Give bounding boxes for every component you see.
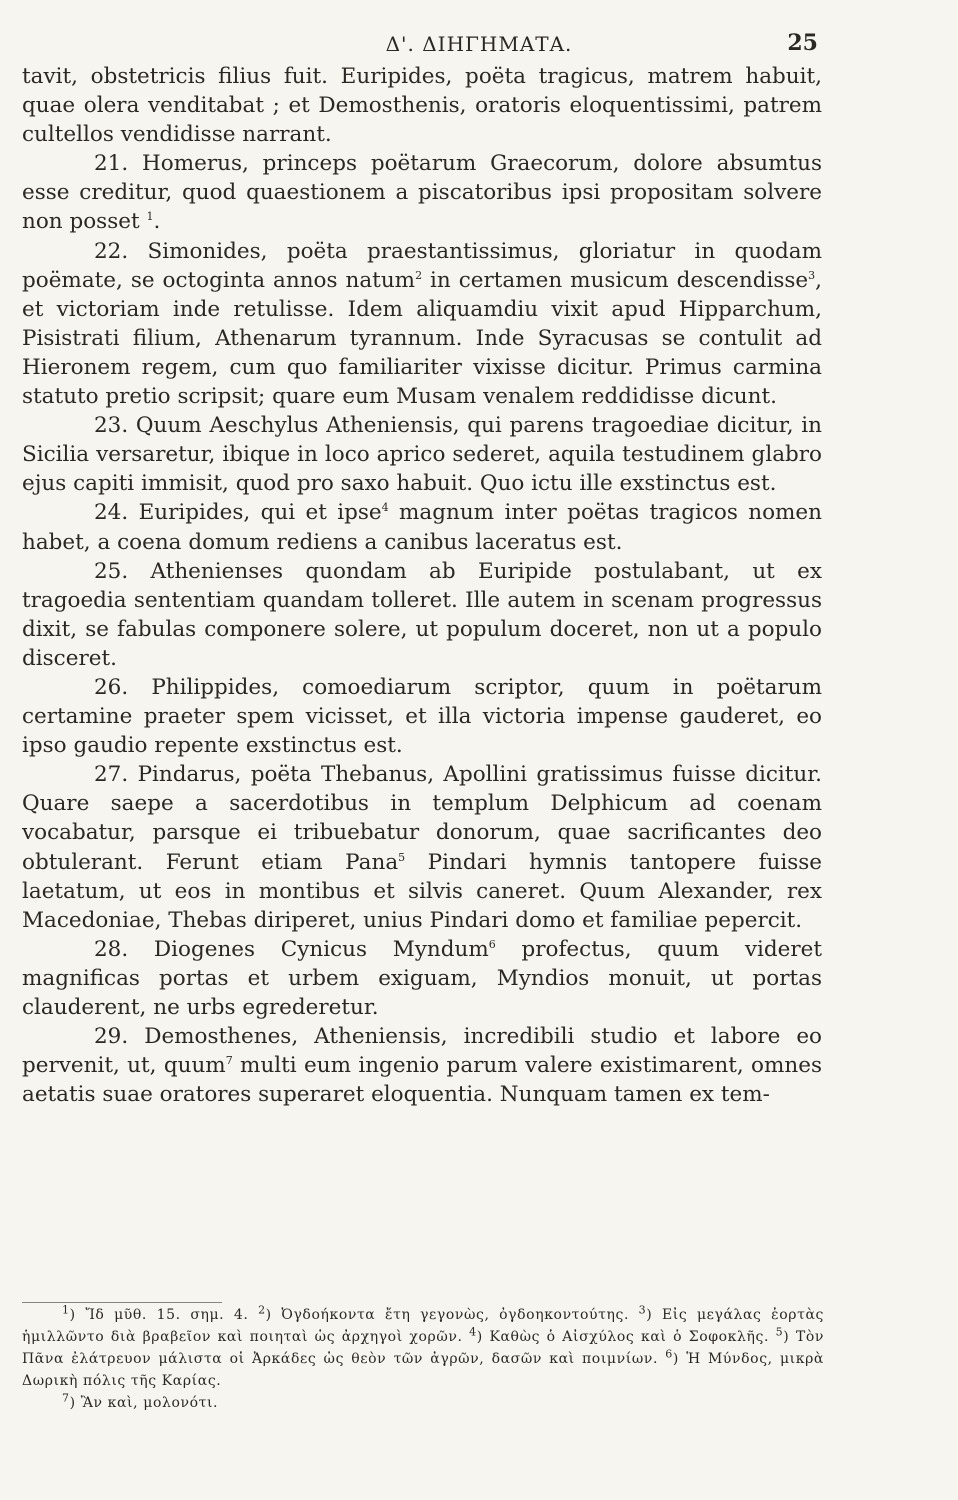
paragraph-21: 21. Homerus, princeps poëtarum Graecorum, dolore absumtus esse creditur, quod quaestionem a piscatoribus ipsi propositam solvere non posset $^1$.: [22, 151, 822, 235]
footnote-ref: 4: [381, 501, 389, 515]
paragraph-29: 29. Demosthenes, Atheniensis, incredibili studio et labore eo pervenit, ut, quum$^7$ multi eum ingenio parum valere existimarent, omnes aetatis suae oratores superaret eloquentia. Nunquam tamen ex tem-: [22, 1024, 822, 1108]
paragraph-26: 26. Philippides, comoediarum scriptor, quum in poëtarum certamine praeter spem vicisset, et illa victoria impense gauderet, eo ipso gaudio repente exstinctus est.: [22, 674, 822, 759]
footnote-ref: 7: [225, 1054, 233, 1068]
footnote-3: Εἰς μεγάλας ἑορτὰς ἡμιλλῶντο διὰ βραβεῖον καὶ ποιηταὶ ὡς ἀρχηγοὶ χορῶν.: [22, 1307, 824, 1345]
footnotes: [22, 1304, 824, 1414]
running-head: [0, 30, 958, 64]
footnote-ref: 5: [398, 850, 406, 864]
running-title: Δ'. ΔΙΗΓΗΜΑΤΑ.: [385, 32, 573, 56]
footnote-1: Ἴδ μῦθ. 15. σημ. 4.: [85, 1307, 249, 1323]
footnote-block: $^1$) Ἴδ μῦθ. 15. σημ. 4. $^2$) Ὀγδοήκοντα ἔτη γεγονὼς, ὀγδοηκοντούτης. $^3$) Εἰς μεγάλας ἑορτὰς ἡμιλλῶντο διὰ βραβεῖον καὶ ποιηταὶ ὡς ἀρχηγοὶ χορῶν. $^4$) Καθὼς ὁ Αἰσχύλος καὶ ὁ Σοφοκλῆς. $^5$) Τὸν Πᾶνα ἐλάτρευον μάλιστα οἱ Ἀρκάδες ὡς θεὸν τῶν ἀγρῶν, δασῶν καὶ ποιμνίων. $^6$) Ἡ Μύνδος, μικρὰ Δωρικὴ πόλις τῆς Καρίας.: [22, 1303, 824, 1389]
footnote-divider: [22, 1302, 222, 1303]
footnote-block-last: $^7$) Ἂν καὶ, μολονότι.: [62, 1391, 219, 1411]
paragraph-20-continued: tavit, obstetricis filius fuit. Euripides, poëta tragicus, matrem habuit, quae olera venditabat ; et Demosthenis, oratoris eloquentissimi, patrem cultellos vendidisse narrant.: [22, 64, 822, 148]
paragraph-23: 23. Quum Aeschylus Atheniensis, qui parens tragoediae dicitur, in Sicilia versaretur, ibique in loco aprico sederet, aquila testudinem glabro ejus capiti immisit, quod pro saxo habuit. Quo ictu ille exstinctus est.: [22, 413, 822, 497]
paragraph-28: 28. Diogenes Cynicus Myndum$^6$ profectus, quum videret magnificas portas et urbem exiguam, Myndios monuit, ut portas clauderent, ne urbs egrederetur.: [22, 936, 822, 1020]
footnote-2: Ὀγδοήκοντα ἔτη γεγονὼς, ὀγδοηκοντούτης.: [281, 1307, 629, 1323]
paragraph-24: 24. Euripides, qui et ipse$^4$ magnum inter poëtas tragicos nomen habet, a coena domum rediens a canibus laceratus est.: [22, 500, 822, 555]
footnote-7: Ἂν καὶ, μολονότι.: [80, 1395, 219, 1411]
footnote-ref: 6: [488, 937, 496, 951]
paragraph-27: 27. Pindarus, poëta Thebanus, Apollini gratissimus fuisse dicitur. Quare saepe a sacerdotibus in templum Delphicum ad coenam vocabatur, parsque ei tribuebatur donorum, quae sacrificantes deo obtulerant. Ferunt etiam Pana$^5$ Pindari hymnis tantopere fuisse laetatum, ut eos in montibus et silvis caneret. Quum Alexander, rex Macedoniae, Thebas diriperet, unius Pindari domo et familiae pepercit.: [22, 762, 823, 933]
body-text: [22, 62, 822, 1109]
footnote-ref: 1: [146, 210, 154, 224]
paragraph-25: 25. Athenienses quondam ab Euripide postulabant, ut ex tragoedia sententiam quandam tolleret. Ille autem in scenam progressus dixit, se fabulas componere solere, ut populum doceret, non ut a populo disceret.: [22, 558, 822, 671]
page-number: 25: [787, 30, 818, 56]
footnote-6: Ἡ Μύνδος, μικρὰ Δωρικὴ πόλις τῆς Καρίας.: [22, 1351, 824, 1389]
footnote-ref: 2: [415, 268, 423, 282]
footnote-ref: 3: [808, 268, 816, 282]
paragraph-22: 22. Simonides, poëta praestantissimus, gloriatur in quodam poëmate, se octoginta annos natum$^2$ in certamen musicum descendisse$^3$, et victoriam inde retulisse. Idem aliquamdiu vixit apud Hipparchum, Pisistrati filium, Athenarum tyrannum. Inde Syracusas se contulit ad Hieronem regem, cum quo familiariter vixisse dicitur. Primus carmina statuto pretio scripsit; quare eum Musam venalem reddidisse dicunt.: [22, 238, 822, 410]
footnote-4: Καθὼς ὁ Αἰσχύλος καὶ ὁ Σοφοκλῆς.: [489, 1329, 769, 1345]
footnote-5: Τὸν Πᾶνα ἐλάτρευον μάλιστα οἱ Ἀρκάδες ὡς θεὸν τῶν ἀγρῶν, δασῶν καὶ ποιμνίων.: [22, 1329, 824, 1367]
